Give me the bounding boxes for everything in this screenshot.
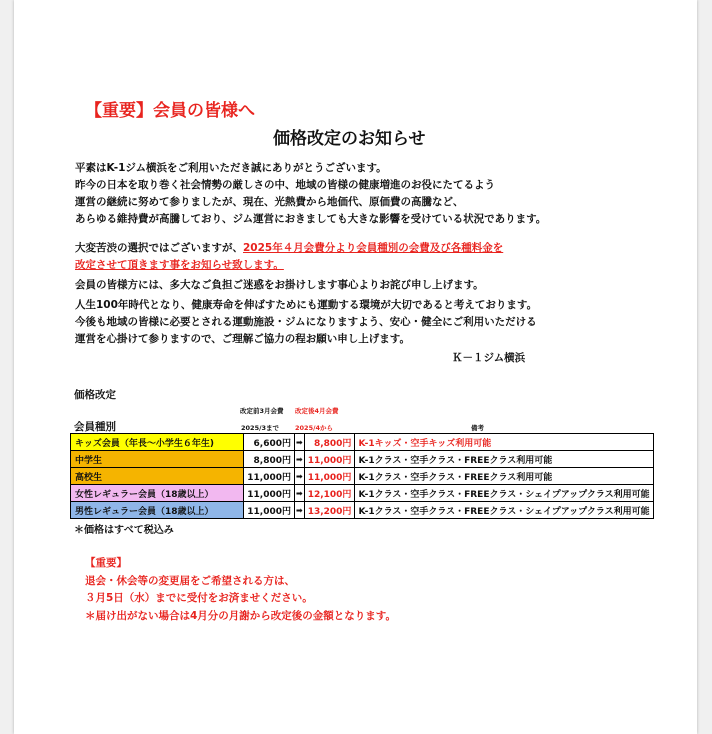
column-note: 備考 [471,424,484,432]
intro-paragraph [75,160,546,228]
column-old: 2025/3まで [241,424,279,432]
note-cell: K-1クラス・空手クラス・FREEクラス・シェイプアップクラス利用可能 [355,485,653,502]
price-section-title: 価格改定 [74,389,116,401]
important-line: 退会・休会等の変更届をご希望される方は、 [85,574,295,587]
price-row [71,434,654,451]
new-price-cell: 11,000円 [304,468,355,485]
old-price-cell: 11,000円 [244,485,295,502]
arrow-cell: ➡ [295,485,305,502]
member-type-cell: キッズ会員（年長～小学生６年生) [71,434,244,451]
intro-line: 運営の継続に努めて参りましたが、現在、光熱費から地価代、原価費の高騰など、 [75,196,464,208]
member-type-cell: 高校生 [71,468,244,485]
announcement-paragraph [75,240,503,274]
old-price-cell: 11,000円 [244,468,295,485]
price-row [71,485,654,502]
closing-line: 今後も地域の皆様に必要とされる運動施設・ジムになりますよう、安心・健全にご利用いただける [75,316,537,328]
old-price-cell: 6,600円 [244,434,295,451]
new-price-cell: 11,000円 [304,451,355,468]
note-cell: K-1キッズ・空手キッズ利用可能 [355,434,653,451]
apology-line: 会員の皆様方には、多大なご負担ご迷惑をお掛けします事心よりお詫び申し上げます。 [75,279,484,291]
member-type-cell: 男性レギュラー会員（18歳以上） [71,502,244,519]
member-type-cell: 女性レギュラー会員（18歳以上） [71,485,244,502]
new-price-cell: 13,200円 [304,502,355,519]
important-line: ＊届け出がない場合は4月分の月謝から改定後の金額となります。 [85,609,396,622]
arrow-cell: ➡ [295,468,305,485]
arrow-cell: ➡ [295,502,305,519]
page-title: 価格改定のお知らせ [273,129,426,149]
column-new: 2025/4から [295,424,333,432]
new-fee-label: 改定後4月会費 [295,407,339,415]
intro-line: 平素はK-1ジム横浜をご利用いただき誠にありがとうございます。 [75,162,387,174]
important-heading: 【重要】 [85,557,127,569]
important-line: ３月5日（水）までに受付をお済ませください。 [85,592,313,604]
intro-line: 昨今の日本を取り巻く社会情勢の厳しさの中、地域の皆様の健康増進のお役にたてるよう [75,179,495,191]
arrow-cell: ➡ [295,434,305,451]
price-table [70,433,654,519]
new-price-cell: 8,800円 [304,434,355,451]
note-cell: K-1クラス・空手クラス・FREEクラス利用可能 [355,468,653,485]
arrow-cell: ➡ [295,451,305,468]
signature: Ｋ－１ジム横浜 [452,352,526,364]
price-row [71,451,654,468]
important-notice-heading: 【重要】会員の皆様へ [85,101,255,121]
intro-line: あらゆる維持費が高騰しており、ジム運営におきましても大きな影響を受けている状況であります。 [75,213,547,225]
old-fee-label: 改定前3月会費 [240,407,284,415]
closing-line: 人生100年時代となり、健康寿命を伸ばすためにも運動する環境が大切であると考えております。 [75,299,538,311]
closing-line: 運営を心掛けて参りますので、ご理解ご協力の程お願い申し上げます。 [75,333,410,345]
column-member-type: 会員種別 [74,421,116,433]
announcement-prefix: 大変苦渋の選択ではございますが、 [75,242,243,254]
note-cell: K-1クラス・空手クラス・FREEクラス・シェイプアップクラス利用可能 [355,502,653,519]
price-row [71,502,654,519]
old-price-cell: 11,000円 [244,502,295,519]
announcement-highlight-2: 改定させて頂きます事をお知らせ致します。 [75,259,284,271]
important-section [85,555,396,625]
old-price-cell: 8,800円 [244,451,295,468]
note-cell: K-1クラス・空手クラス・FREEクラス利用可能 [355,451,653,468]
price-row [71,468,654,485]
tax-note: ＊価格はすべて税込み [74,525,174,536]
document-page [14,0,697,734]
closing-paragraph [75,297,537,348]
new-price-cell: 12,100円 [304,485,355,502]
announcement-highlight: 2025年４月会費分より会員種別の会費及び各種料金を [243,242,504,254]
member-type-cell: 中学生 [71,451,244,468]
